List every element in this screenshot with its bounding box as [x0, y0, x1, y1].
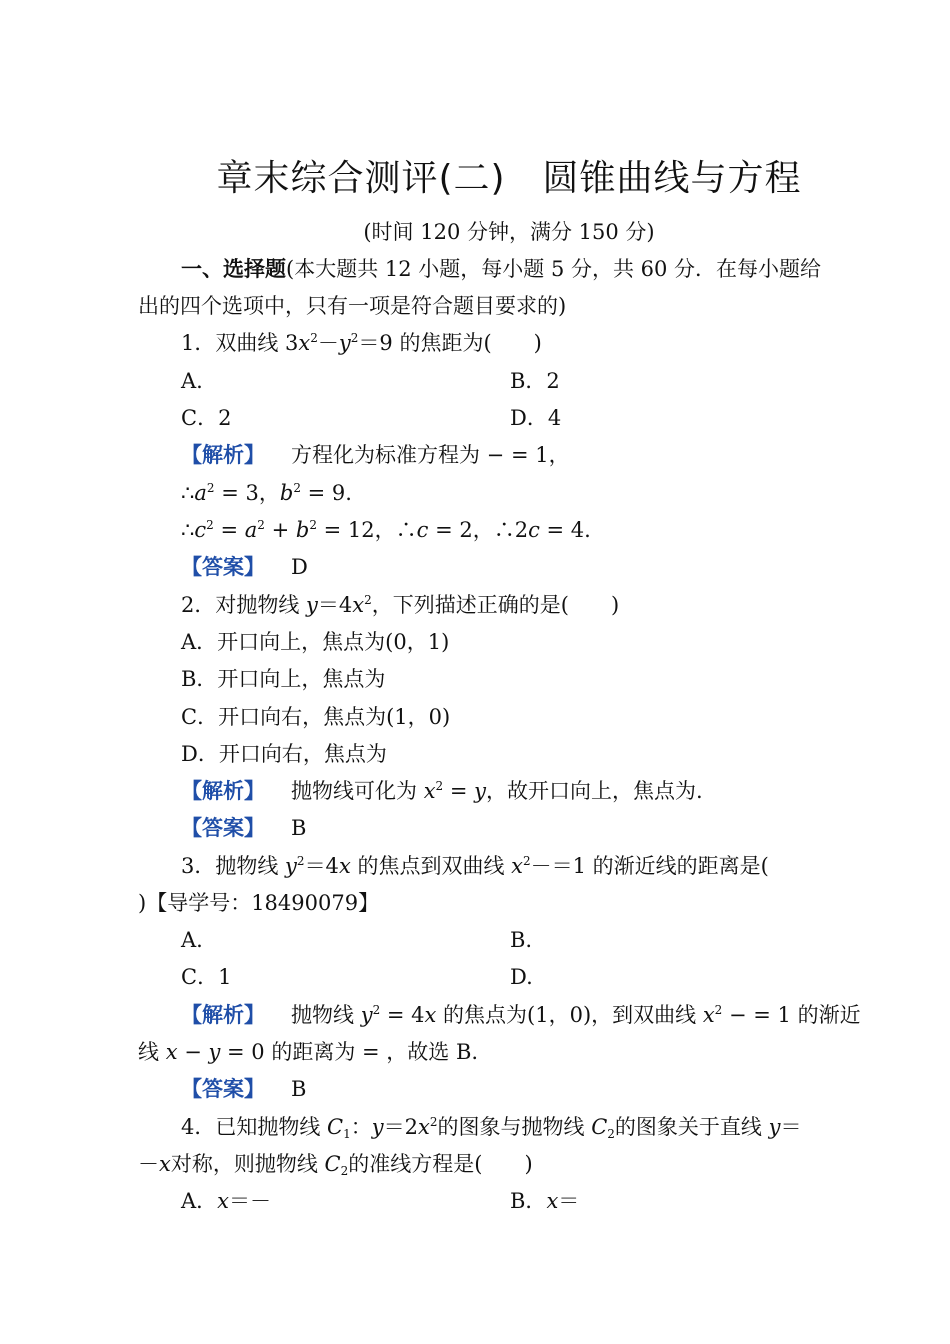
question-3-stem-cont: )【导学号：18490079】: [138, 891, 380, 915]
section-heading: 一、选择题: [181, 257, 286, 281]
question-4-option-b: B．x＝: [510, 1189, 580, 1213]
question-1-stem: 1．双曲线 $3x^2-y^2=9$ 的焦距为( ): [181, 331, 542, 355]
question-2-option-c: C．开口向右，焦点为(1，0): [181, 705, 451, 729]
section-desc: (本大题共 12 小题，每小题 5 分，共 60 分．在每小题给: [286, 257, 822, 281]
question-2-analysis: 【解析】 抛物线可化为 $x^2 = y$，故开口向上，焦点为.: [181, 779, 703, 803]
question-2-stem: 2．对抛物线 $y=4x^2$，下列描述正确的是( ): [181, 593, 620, 617]
analysis-label: 【解析】: [181, 1003, 265, 1027]
question-3-analysis-cont: 线 x − y = 0 的距离为 = ，故选 B.: [138, 1040, 479, 1064]
question-2-option-a: A．开口向上，焦点为(0，1): [181, 630, 450, 654]
question-3-stem: 3．抛物线 $y^2=4x$ 的焦点到双曲线 $x^2-=1$ 的渐近线的距离是(: [181, 854, 769, 878]
question-3-answer: 【答案】 B: [181, 1077, 307, 1101]
question-1-option-d: D．4: [510, 406, 562, 430]
question-4-option-a: A．x＝－: [181, 1189, 272, 1213]
question-2-option-b: B．开口向上，焦点为: [181, 667, 386, 691]
answer-label: 【答案】: [181, 816, 265, 840]
question-4-stem: 4．已知抛物线 $C_1$：$y=2x^2$的图象与抛物线 $C_2$的图象关于直线 y＝: [181, 1115, 802, 1141]
question-1-option-c: C．2: [181, 406, 232, 430]
question-3-option-b: B.: [510, 928, 533, 952]
section-heading-line: [181, 255, 821, 283]
analysis-label: 【解析】: [181, 443, 265, 467]
question-2-option-d: D．开口向右，焦点为: [181, 742, 387, 766]
question-1-option-b: B．2: [510, 369, 560, 393]
question-3-option-d: D.: [510, 965, 533, 989]
question-1-option-a: A.: [181, 369, 203, 393]
question-3-option-c: C．1: [181, 965, 232, 989]
page-subtitle: (时间 120 分钟，满分 150 分): [363, 220, 655, 244]
question-1-analysis: 【解析】 方程化为标准方程为 − = 1，: [181, 443, 570, 467]
question-3-option-a: A.: [181, 928, 203, 952]
question-1-answer: 【答案】 D: [181, 555, 308, 579]
question-3-analysis: 【解析】 抛物线 $y^2 = 4x$ 的焦点为(1，0)，到双曲线 $x^2$ − = 1 的渐近: [181, 1003, 861, 1027]
analysis-label: 【解析】: [181, 779, 265, 803]
question-1-step-2: $\therefore c^2 = a^2 + b^2 = 12$，∴c = 2，∴2c = 4.: [181, 518, 591, 542]
answer-label: 【答案】: [181, 1077, 265, 1101]
question-1-step-1: $\therefore a^2 = 3$，$b^2 = 9$.: [181, 481, 352, 505]
answer-label: 【答案】: [181, 555, 265, 579]
question-2-answer: 【答案】 B: [181, 816, 307, 840]
question-4-stem-cont: －x对称，则抛物线 $C_2$的准线方程是( ): [138, 1152, 533, 1178]
section-desc-cont: 出的四个选项中，只有一项是符合题目要求的): [138, 294, 567, 318]
page-title: 章末综合测评(二) 圆锥曲线与方程: [216, 158, 802, 199]
